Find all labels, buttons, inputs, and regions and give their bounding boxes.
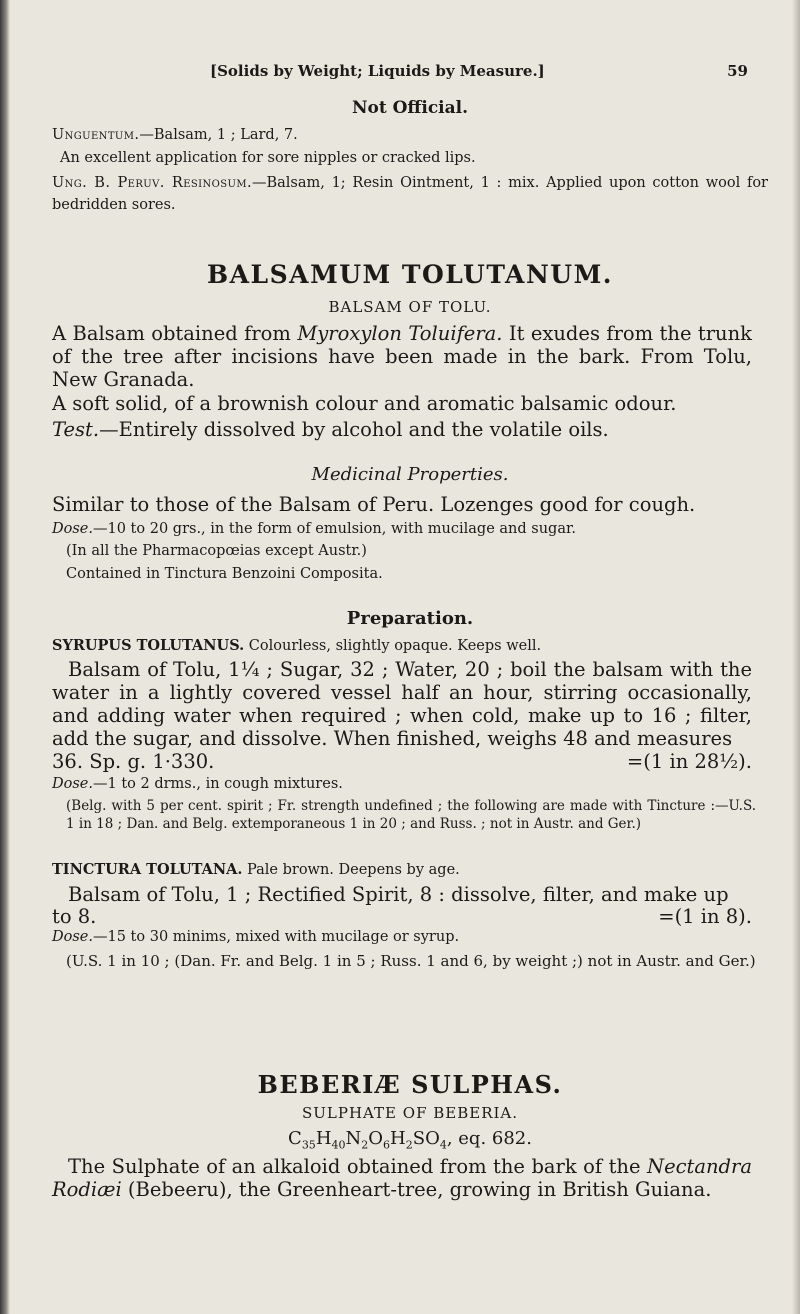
balsamum-dose <box>52 520 768 539</box>
tinctura-name: TINCTURA TOLUTANA. <box>52 861 243 878</box>
beberia-desc-c: (Bebeeru), the Greenheart-tree, growing in British Guiana. <box>121 1178 712 1201</box>
formula-o: O <box>368 1128 384 1149</box>
not-official-heading: Not Official. <box>351 98 469 118</box>
syrupus-dose-label: Dose. <box>52 776 93 792</box>
syrupus-sg: 36. Sp. g. 1·330. <box>52 750 215 773</box>
formula-so: SO <box>412 1128 440 1149</box>
tinctura-dose-label: Dose. <box>52 929 93 945</box>
unguentum-text: —Balsam, 1 ; Lard, 7. <box>139 127 298 143</box>
beberia-desc-a: The Sulphate of an alkaloid obtained from the bark of the <box>68 1155 648 1178</box>
syrupus-ratio: =(1 in 28½). <box>626 750 752 773</box>
beberia-species: Nectandra Rodiæi <box>52 1155 752 1201</box>
balsamum-title: BALSAMUM TOLUTANUM. <box>207 260 613 289</box>
tinctura-dose <box>52 928 768 947</box>
test-text: —Entirely dissolved by alcohol and the volatile oils. <box>99 418 609 441</box>
beberia-title: BEBERIÆ SULPHAS. <box>257 1070 563 1099</box>
balsamum-test <box>52 418 768 442</box>
formula-c: C <box>288 1128 302 1149</box>
tinctura-desc: Pale brown. Deepens by age. <box>242 862 460 878</box>
formula-h2: H <box>390 1128 406 1149</box>
test-label: Test. <box>52 418 100 441</box>
formula-o-sub: 6 <box>383 1138 391 1152</box>
balsamum-description <box>52 322 752 391</box>
tinctura-dose-text: —15 to 30 minims, mixed with mucilage or syrup. <box>93 929 460 945</box>
syrupus-method: Balsam of Tolu, 1¼ ; Sugar, 32 ; Water, 20 ; boil the balsam with the water in a lightly covered vessel half an hour, stirring occasionally, and adding water when required ; when cold, make up to 16 ; filter, add the sugar, and dissolve. When finished, weighs 48 and measures <box>52 658 752 750</box>
balsamum-description-2: A soft solid, of a brownish colour and aromatic balsamic odour. <box>52 392 677 415</box>
medicinal-properties-text: Similar to those of the Balsam of Peru. Lozenges good for cough. <box>52 493 696 516</box>
formula-so-sub: 4 <box>439 1138 447 1152</box>
pharmacopoeia-note: (In all the Pharmacopœias except Austr.) <box>66 543 367 559</box>
tinctura-method: Balsam of Tolu, 1 ; Rectified Spirit, 8 : dissolve, filter, and make up <box>68 883 729 906</box>
formula-c-sub: 35 <box>301 1138 316 1152</box>
beberia-description <box>52 1155 752 1201</box>
dose-label: Dose. <box>52 521 93 537</box>
tinctura-ratio-line <box>52 905 752 929</box>
page-number: 59 <box>727 62 748 80</box>
unguentum-use: An excellent application for sore nipples or cracked lips. <box>60 150 476 166</box>
contained-in-note: Contained in Tinctura Benzoini Composita. <box>66 566 383 582</box>
tinctura-entry <box>52 860 768 880</box>
balsamum-subtitle: BALSAM OF TOLU. <box>328 298 492 316</box>
desc-text-a: A Balsam obtained from <box>52 322 298 345</box>
syrupus-desc: Colourless, slightly opaque. Keeps well. <box>244 638 542 654</box>
unguentum-name: Unguentum. <box>52 127 140 143</box>
preparation-heading: Preparation. <box>346 608 474 629</box>
tinctura-ratio: =(1 in 8). <box>658 905 752 928</box>
medicinal-properties-heading: Medicinal Properties. <box>311 464 509 485</box>
ung-resinosum-entry <box>52 172 768 216</box>
formula-n: N <box>345 1128 362 1149</box>
species-name: Myroxylon Toluifera. <box>297 322 503 345</box>
unguentum-entry <box>52 126 768 144</box>
dose-text: —10 to 20 grs., in the form of emulsion, with mucilage and sugar. <box>93 521 576 537</box>
formula-n-sub: 2 <box>361 1138 369 1152</box>
desc-text-c: It exudes from the trunk of the tree after incisions have been made in the bark. From Tolu, New Granada. <box>52 322 752 391</box>
ung-resinosum-name: Ung. B. Peruv. Resinosum. <box>52 175 252 191</box>
syrupus-sg-line <box>52 750 752 774</box>
running-head: [Solids by Weight; Liquids by Measure.] <box>210 62 545 80</box>
syrupus-name: SYRUPUS TOLUTANUS. <box>52 637 245 654</box>
tinctura-to: to 8. <box>52 905 97 928</box>
tinctura-note: (U.S. 1 in 10 ; (Dan. Fr. and Belg. 1 in 5 ; Russ. 1 and 6, by weight ;) not in Austr. and Ger.) <box>66 952 756 970</box>
beberia-formula <box>52 1128 768 1152</box>
syrupus-note: (Belg. with 5 per cent. spirit ; Fr. strength undefined ; the following are made with Tincture :—U.S. 1 in 18 ; Dan. and Belg. extemporaneous 1 in 20 ; and Russ. ; not in Austr. and Ger.) <box>66 798 756 832</box>
formula-eq: , eq. 682. <box>446 1128 532 1149</box>
beberia-subtitle: SULPHATE OF BEBERIA. <box>301 1104 519 1122</box>
formula-h2-sub: 2 <box>405 1138 413 1152</box>
syrupus-dose <box>52 775 768 794</box>
ung-resinosum-text: —Balsam, 1; Resin Ointment, 1 : mix. Applied upon cotton wool for bedridden sores. <box>52 175 768 213</box>
syrupus-entry <box>52 636 768 656</box>
formula-h-sub: 40 <box>331 1138 346 1152</box>
formula-h: H <box>315 1128 332 1149</box>
syrupus-dose-text: —1 to 2 drms., in cough mixtures. <box>93 776 343 792</box>
